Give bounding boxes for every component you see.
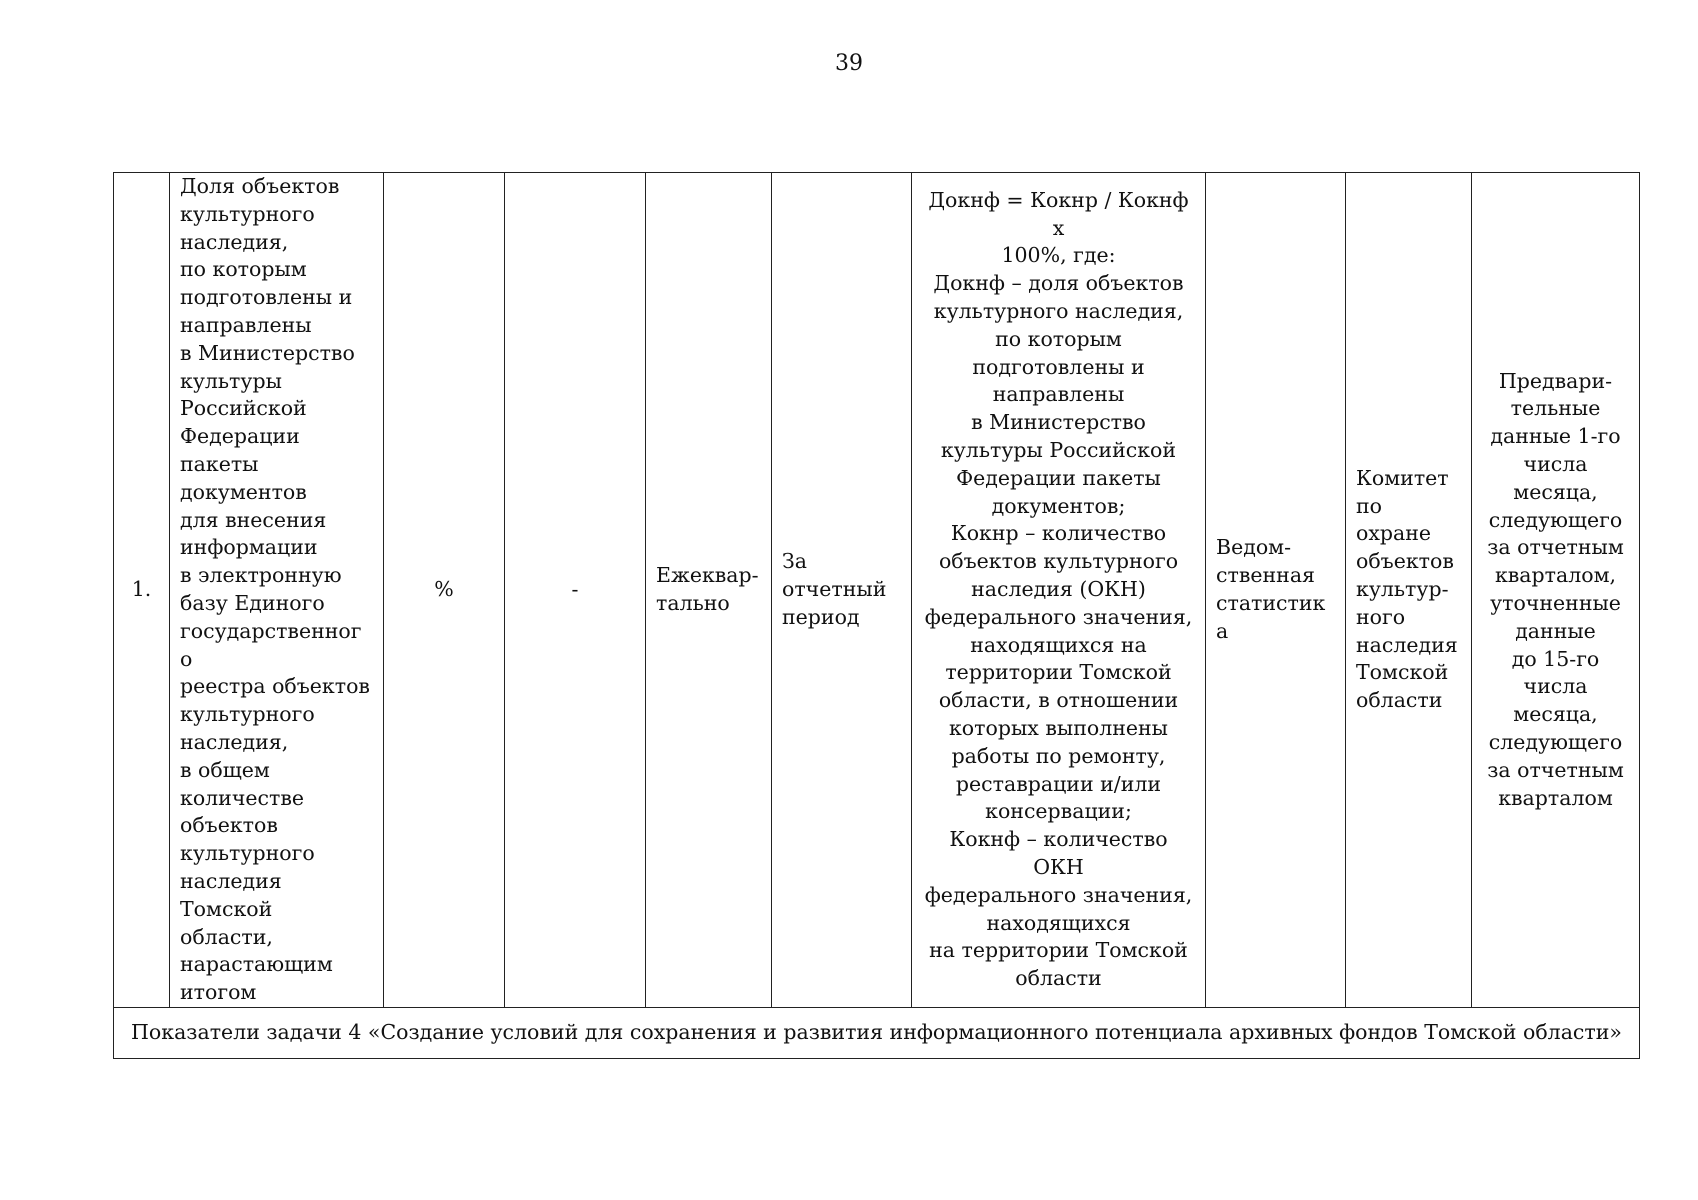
page-number: 39: [835, 51, 863, 76]
frequency-cell: Ежеквар- тально: [646, 173, 772, 1008]
dash-cell: -: [505, 173, 646, 1008]
deadline-cell: Предвари- тельные данные 1-го числа месяца, следующего за отчетным кварталом, уточненные данные до 15-го числа месяца, следующего за отчетным кварталом: [1472, 173, 1640, 1008]
table-row: [114, 173, 1640, 1008]
unit-cell: %: [384, 173, 505, 1008]
row-number-cell: 1.: [114, 173, 170, 1008]
indicator-name-cell: Доля объектов культурного наследия, по которым подготовлены и направлены в Министерство культуры Российской Федерации пакеты документов для внесения информации в электронную базу Единого государственного реестра объектов культурного наследия, в общем количестве объектов культурного наследия Томской области, нарастающим итогом: [170, 173, 384, 1008]
source-cell: Ведом- ственная статистика: [1206, 173, 1346, 1008]
indicators-table: [113, 172, 1640, 1059]
formula-cell: Докнф = Кокнр / Кокнф x 100%, где: Докнф – доля объектов культурного наследия, по которым подготовлены и направлены в Министерство культуры Российской Федерации пакеты документов; Кокнр – количество объектов культурного наследия (ОКН) федерального значения, находящихся на территории Томской области, в отношении которых выполнены работы по ремонту, реставрации и/или консервации; Кокнф – количество ОКН федерального значения, находящихся на территории Томской области: [912, 173, 1206, 1008]
responsible-cell: Комитет по охране объектов культур- ного наследия Томской области: [1346, 173, 1472, 1008]
period-cell: За отчетный период: [772, 173, 912, 1008]
section-heading: Показатели задачи 4 «Создание условий для сохранения и развития информационного потенциала архивных фондов Томской области»: [114, 1007, 1640, 1058]
section-heading-row: [114, 1007, 1640, 1058]
